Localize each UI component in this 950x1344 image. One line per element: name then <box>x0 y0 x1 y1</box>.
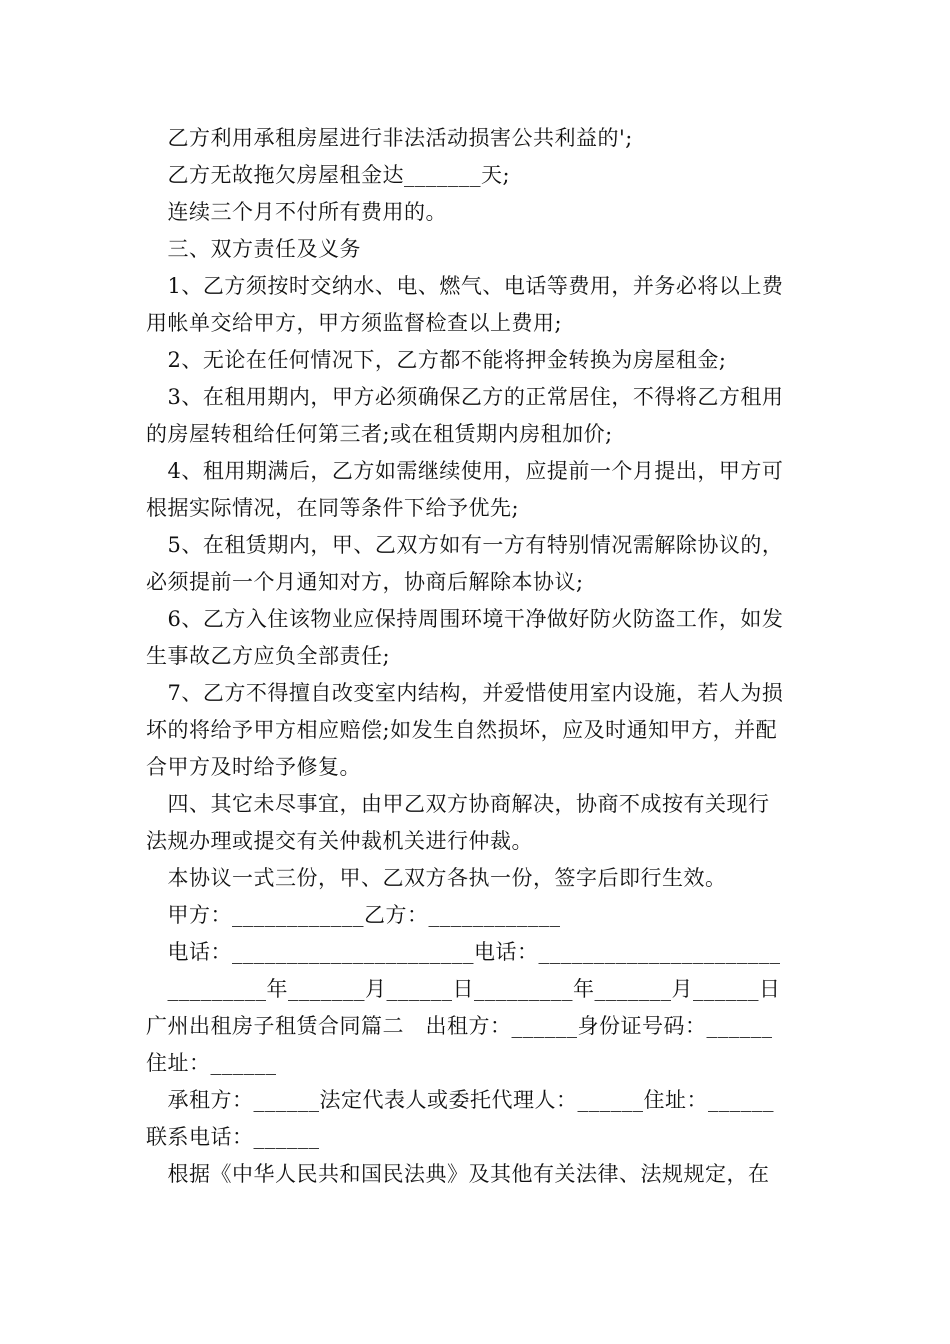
text-line: 2、无论在任何情况下，乙方都不能将押金转换为房屋租金; <box>146 348 727 372</box>
text-line: 乙方无故拖欠房屋租金达_______天; <box>146 163 511 187</box>
text-line: 连续三个月不付所有费用的。 <box>146 200 447 224</box>
text-line: 本协议一式三份，甲、乙双方各执一份，签字后即行生效。 <box>146 866 727 890</box>
text-line: 生事故乙方应负全部责任; <box>146 644 391 668</box>
text-line: 必须提前一个月通知对方，协商后解除本协议; <box>146 570 584 594</box>
text-line: 4、租用期满后，乙方如需继续使用，应提前一个月提出，甲方可 <box>146 459 784 483</box>
text-line: 法规办理或提交有关仲裁机关进行仲裁。 <box>146 829 533 853</box>
text-line: 根据实际情况，在同等条件下给予优先; <box>146 496 520 520</box>
text-line: 坏的将给予甲方相应赔偿;如发生自然损坏，应及时通知甲方，并配 <box>146 718 778 742</box>
text-line: 用帐单交给甲方，甲方须监督检查以上费用; <box>146 311 563 335</box>
text-line: 的房屋转租给任何第三者;或在租赁期内房租加价; <box>146 422 613 446</box>
text-line: 6、乙方入住该物业应保持周围环境干净做好防火防盗工作，如发 <box>146 607 784 631</box>
text-line: 乙方利用承租房屋进行非法活动损害公共利益的'; <box>146 126 633 150</box>
text-line: 住址：______ <box>146 1051 277 1075</box>
text-line: 四、其它未尽事宜，由甲乙双方协商解决，协商不成按有关现行 <box>146 792 770 816</box>
text-line: 联系电话：______ <box>146 1125 320 1149</box>
text-line: 承租方：______法定代表人或委托代理人：______住址：______ <box>146 1088 774 1112</box>
text-line: 7、乙方不得擅自改变室内结构，并爱惜使用室内设施，若人为损 <box>146 681 784 705</box>
text-line: 合甲方及时给予修复。 <box>146 755 361 779</box>
text-line: 3、在租用期内，甲方必须确保乙方的正常居住，不得将乙方租用 <box>146 385 784 409</box>
section-heading: 三、双方责任及义务 <box>146 237 361 261</box>
text-line: 1、乙方须按时交纳水、电、燃气、电话等费用，并务必将以上费 <box>146 274 784 298</box>
signature-line-parties: 甲方：____________乙方：____________ <box>146 903 561 927</box>
signature-line-phone: 电话：______________________电话：______________________ <box>146 940 781 964</box>
signature-line-date: _________年_______月______日_________年_______月______日 <box>146 977 781 1001</box>
text-line: 5、在租赁期内，甲、乙双方如有一方有特别情况需解除协议的， <box>146 533 784 557</box>
text-line: 广州出租房子租赁合同篇二 出租方：______身份证号码：______ <box>146 1014 773 1038</box>
text-line: 根据《中华人民共和国民法典》及其他有关法律、法规规定，在 <box>146 1162 770 1186</box>
